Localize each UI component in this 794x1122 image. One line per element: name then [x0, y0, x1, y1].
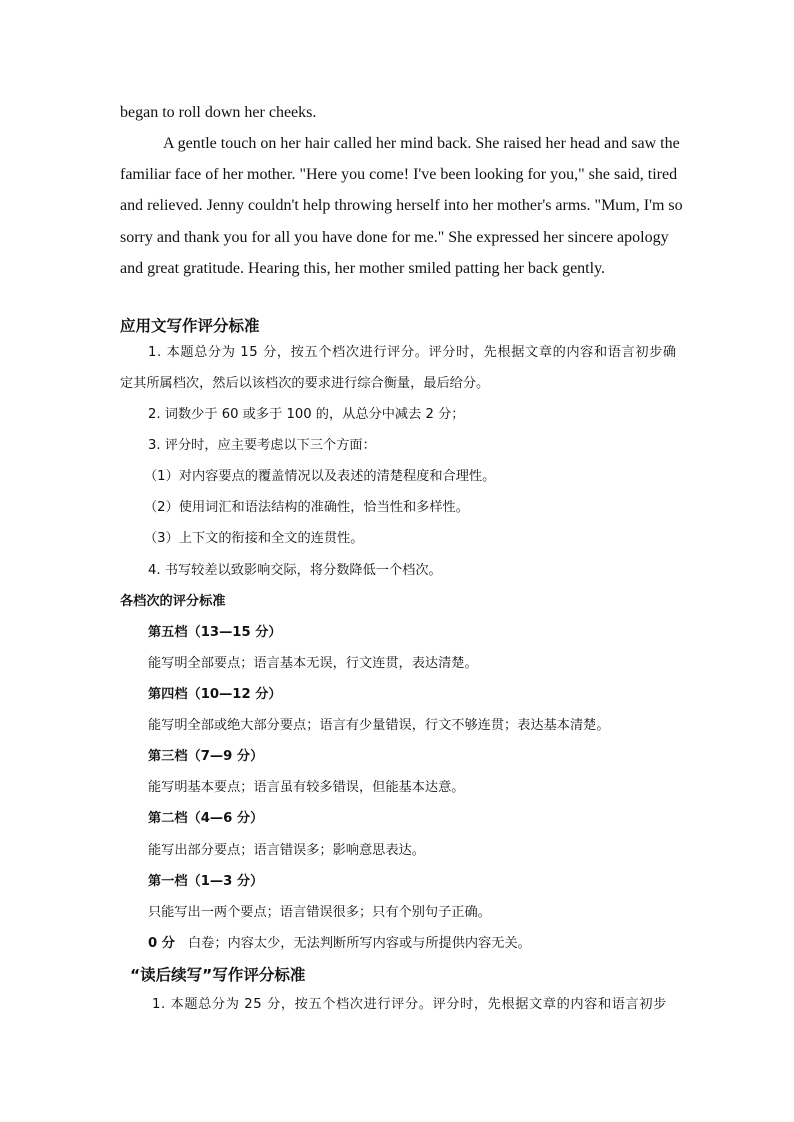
story-line-2: A gentle touch on her hair called her mind back. She raised her head and saw the — [163, 135, 680, 152]
story-line-4: and relieved. Jenny couldn't help throwing herself into her mother's arms. "Mum, I'm so — [120, 197, 683, 214]
practical-item-3: 3. 评分时，应主要考虑以下三个方面： — [148, 438, 376, 453]
grade-4-title: 第四档（10—12 分） — [148, 687, 282, 702]
grade-5-title: 第五档（13—15 分） — [148, 625, 282, 640]
practical-item-1-line-2: 定其所属档次，然后以该档次的要求进行综合衡量，最后给分。 — [120, 376, 490, 391]
practical-item-4: 4. 书写较差以致影响交际，将分数降低一个档次。 — [148, 563, 442, 578]
grade-0-title: 0 分 — [148, 936, 175, 951]
story-line-3: familiar face of her mother. "Here you come! I've been looking for you," she said, tired — [120, 166, 678, 183]
grade-2-title: 第二档（4—6 分） — [148, 811, 264, 826]
grade-0-desc: 白卷；内容太少，无法判断所写内容或与所提供内容无关。 — [188, 936, 531, 951]
grade-4-desc: 能写明全部或绝大部分要点；语言有少量错误，行文不够连贯；表达基本清楚。 — [148, 718, 610, 733]
grade-3-desc: 能写明基本要点；语言虽有较多错误，但能基本达意。 — [148, 780, 465, 795]
practical-sub-3: （3）上下文的衔接和全文的连贯性。 — [144, 531, 364, 546]
continuation-item-1-line-1: 1. 本题总分为 25 分，按五个档次进行评分。评分时，先根据文章的内容和语言初步 — [152, 997, 667, 1012]
story-line-5: sorry and thank you for all you have done for me." She expressed her sincere apology — [120, 229, 669, 246]
grade-1-desc: 只能写出一两个要点；语言错误很多；只有个别句子正确。 — [148, 905, 491, 920]
story-line-6: and great gratitude. Hearing this, her mother smiled patting her back gently. — [120, 260, 606, 277]
grade-3-title: 第三档（7—9 分） — [148, 749, 264, 764]
grade-5-desc: 能写明全部要点；语言基本无误，行文连贯，表达清楚。 — [148, 656, 478, 671]
practical-item-1-line-1: 1. 本题总分为 15 分，按五个档次进行评分。评分时，先根据文章的内容和语言初步确 — [148, 345, 677, 360]
practical-item-2: 2. 词数少于 60 或多于 100 的，从总分中减去 2 分； — [148, 407, 465, 422]
grades-heading: 各档次的评分标准 — [120, 594, 226, 609]
story-line-1: began to roll down her cheeks. — [120, 104, 317, 121]
continuation-heading: “读后续写”写作评分标准 — [130, 966, 306, 984]
practical-writing-heading: 应用文写作评分标准 — [120, 317, 260, 335]
practical-sub-2: （2）使用词汇和语法结构的准确性，恰当性和多样性。 — [144, 500, 469, 515]
grade-2-desc: 能写出部分要点；语言错误多；影响意思表达。 — [148, 843, 425, 858]
practical-sub-1: （1）对内容要点的覆盖情况以及表述的清楚程度和合理性。 — [144, 469, 496, 484]
grade-1-title: 第一档（1—3 分） — [148, 874, 264, 889]
